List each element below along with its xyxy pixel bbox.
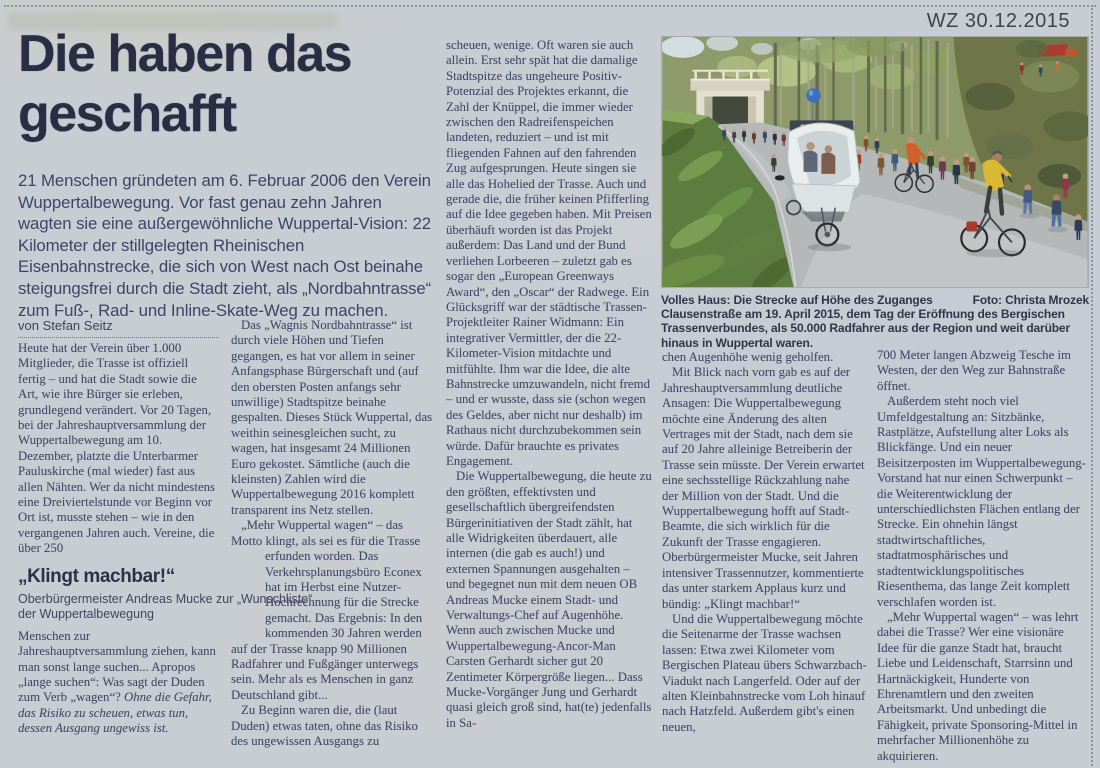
pull-quote-text: „Klingt machbar!“ bbox=[18, 565, 175, 587]
article-column-2 bbox=[231, 318, 434, 749]
clipping-border-top bbox=[4, 5, 1096, 7]
article-paragraph: Außerdem steht noch viel Umfeldgestaltung an: Sitzbänke, Rastplätze, Aufstellung alter Loks als Blickfänge. Und ein neuer Beisitzerposten im Wuppertalbewegung-Vorstand hat nur einen Schwerpunkt – die Weiterentwicklung der unterschiedlichsten Flächen entlang der Strecke. Ein ohnehin längst stadtwirtschaftliches, stadtatmosphärisches und stadtentwicklungspolitisches Riesenthema, das lange Zeit komplett verschlafen worden ist. bbox=[877, 394, 1086, 609]
article-column-1 bbox=[18, 341, 313, 737]
duden-definition-italic: Ohne die Gefahr, das Risiko zu scheuen, etwas tun, dessen Ausgang ungewiss ist. bbox=[18, 690, 212, 736]
pull-quote bbox=[18, 566, 318, 622]
edition-date: WZ 30.12.2015 bbox=[926, 10, 1070, 32]
article-paragraph bbox=[18, 629, 219, 737]
article-paragraph: Das „Wagnis Nordbahntrasse“ ist durch viele Höhen und Tiefen gegangen, es hat vor allem in seiner Anfangsphase Bürgerschaft und (auf den obersten Posten anfangs sehr unwillige) Stadtspitze beinahe gespalten. Dieses Stück Wuppertal, das weithin seinesgleichen sucht, zu wagen, hat insgesamt 24 Millionen Euro gekostet. Sämtliche (auch die kleinsten) Zahlen wird die Wuppertalbewegung 2016 komplett transparent ins Netz stellen. bbox=[231, 318, 433, 517]
headline: Die haben das geschafft bbox=[18, 25, 352, 143]
article-paragraph: Zu Beginn waren die, die (laut Duden) etwas taten, ohne das Risiko des ungewissen Ausgangs zu bbox=[231, 703, 418, 748]
article-paragraph: chen Augenhöhe wenig geholfen. bbox=[662, 350, 834, 364]
clipping-border-right bbox=[1091, 5, 1093, 768]
article-paragraph: Und die Wuppertalbewegung möchte die Seitenarme der Trasse wachsen lassen: Etwa zwei Kilometer vom Bergischen Plateau übers Schwarzbach-Viadukt nach Langerfeld. Oder auf der alten Kleinbahnstrecke vom Loh hinauf nach Hatzfeld. Außerdem gibt's einen neuen, bbox=[662, 611, 867, 734]
article-photo bbox=[661, 36, 1089, 288]
article-paragraph: Mit Blick nach vorn gab es auf der Jahreshauptversammlung deutliche Ansagen: Die Wuppertalbewegung möchte eine Änderung des alten Vertrages mit der Stadt, nach dem sie auf 20 Jahre alleinige Betreiberin der Trasse sein müsste. Der Verein erwartet eine sechsstellige Rückzahlung nahe der Million von der Stadt. Und die Wuppertalbewegung hofft auf Stadt-Beamte, die sich wirklich für die Zukunft der Trasse engagieren. Oberbürgermeister Mucke, seit Jahren intensiver Trassennutzer, kommentierte das unter starkem Applaus kurz und bündig: „Klingt machbar!“ bbox=[662, 365, 865, 611]
photo-caption-text: Volles Haus: Die Strecke auf Höhe des Zuganges Clausenstraße am 19. April 2015, dem Tag der Eröffnung des Bergischen Trassenverbundes, als 50.000 Radfahrer aus der Region und weit darüber hinaus in Wuppertal waren. bbox=[661, 293, 1070, 350]
pull-quote-attribution: Oberbürgermeister Andreas Mucke zur „Wunschliste“ der Wuppertalbewegung bbox=[18, 591, 313, 621]
article-paragraph: „Mehr Wuppertal wagen“ – was lehrt dabei die Trasse? Wer eine visionäre Idee für die ganze Stadt hat, braucht Liebe und Leidenschaft, Starrsinn und Hartnäckigkeit, Hunderte von Ehrenamtlern und den zweiten Arbeitsmarkt. Und unbedingt die Fähigkeit, private Sponsoring-Mittel in mehrfacher Millionenhöhe zu akquirieren. bbox=[877, 609, 1079, 763]
article-column-5 bbox=[877, 348, 1086, 764]
paragraph-text: „Mehr Wuppertal wagen“ – das Motto klingt, als sei es für die Trasse erfunden worden. Das bbox=[231, 518, 421, 564]
paragraph-text: Verkehrsplanungsbüro Econex hat im Herbst eine Nutzer-Hochrechnung für die Strecke gemacht. Das Ergebnis: In den kommenden 30 Jahren werden auf der Trasse knapp 90 Millionen Radfahrer und Fußgänger unterwegs sein. Mehr als es Menschen in ganz Deutschland gibt... bbox=[231, 564, 423, 702]
lead-paragraph: 21 Menschen gründeten am 6. Februar 2006 den Verein Wuppertalbewegung. Vor fast genau zehn Jahren wagten sie eine außergewöhnliche Wuppertal-Vision: 22 Kilometer der stillgelegten Rheinischen Eisenbahnstrecke, die sich von West nach Ost beinahe steigungsfrei durch die Stadt zieht, als „Nordbahntrasse“ zum Fuß-, Rad- und Inline-Skate-Weg zu machen. bbox=[18, 171, 432, 320]
article-column-4 bbox=[662, 350, 867, 735]
photo-caption bbox=[661, 293, 1089, 350]
byline: von Stefan Seitz bbox=[18, 318, 219, 338]
paragraph-text: Menschen zur Jahreshauptversammlung ziehen, kann man sonst lange suchen... Apropos „lange suchen“: Was sagt der Duden zum Verb „wagen“? bbox=[18, 628, 216, 705]
article-column-3 bbox=[446, 38, 652, 731]
trasse-photo-illustration bbox=[662, 37, 1088, 287]
article-paragraph: Heute hat der Verein über 1.000 Mitglieder, die Trasse ist offiziell fertig – und hat die Stadt sowie die Art, wie ihre Bürger sie erleben, grundlegend verändert. Vor 20 Tagen, bei der Jahreshauptversammlung der Wuppertalbewegung am 10. Dezember, platzte die Unterbarmer Pauluskirche (mal wieder) fast aus allen Nähten. Wer da nicht mindestens eine Dreiviertelstunde vor Beginn vor Ort ist, musste stehen – wie in den vergangenen Jahren auch. Vereine, die über 250 bbox=[18, 341, 216, 556]
photo-credit: Foto: Christa Mrozek bbox=[972, 293, 1089, 307]
article-paragraph: Die Wuppertalbewegung, die heute zu den größten, effektivsten und gesellschaftlich übergreifendsten Bürgerinitiativen der Stadt zählt, hat alle Widrigkeiten überdauert, alle internen (die gab es auch!) und externen Spannungen ausgehalten – und begegnet nun mit dem neuen OB Andreas Mucke einem Stadt- und Verwaltungs-Chef auf Augenhöhe. Wenn auch zwischen Mucke und Wuppertalbewegung-Ancor-Man Carsten Gerhardt sicher gut 20 Zentimeter Körpergröße liegen... Dass Mucke-Vorgänger Jung und Gerhardt quasi gleich groß sind, hat(te) jedenfalls in Sa- bbox=[446, 469, 652, 730]
article-paragraph: scheuen, wenige. Oft waren sie auch allein. Erst sehr spät hat die damalige Stadtspitze das ungeheure Positiv-Potenzial des Projektes erkannt, die Zahl der Knüppel, die immer wieder zwischen den Radreifenspeichen landeten, reduziert – und ist mit fliegenden Fahnen auf den fahrenden Zug aufgesprungen. Heute singen sie alle das Hohelied der Trasse. Auch und gerade die, die früher keinen Pfifferling auf die Idee gegeben haben. Mit Preisen überhäuft worden ist das Projekt außerdem: Das Land und der Bund verliehen Lorbeeren – zuletzt gab es sogar den „European Greenways Award“, den „Oscar“ der Radwege. Ein Glücksgriff war der städtische Trassen-Projektleiter Rainer Widmann: Ein integrativer Vermittler, der die 22-Kilometer-Vision mitdachte und mitfühlte. Ihm war die Idee, die alte Bahnstrecke umzuwandeln, nicht fremd – und er wusste, dass sie (schon wegen des Geldes, aber nicht nur deshalb) im Rathaus nicht durchzubekommen sein würde. Dafür brauchte es privates Engagement. bbox=[446, 38, 652, 468]
blue-balloon bbox=[806, 88, 820, 102]
article-paragraph: 700 Meter langen Abzweig Tesche im Westen, der den Weg zur Bahnstraße öffnet. bbox=[877, 348, 1071, 393]
